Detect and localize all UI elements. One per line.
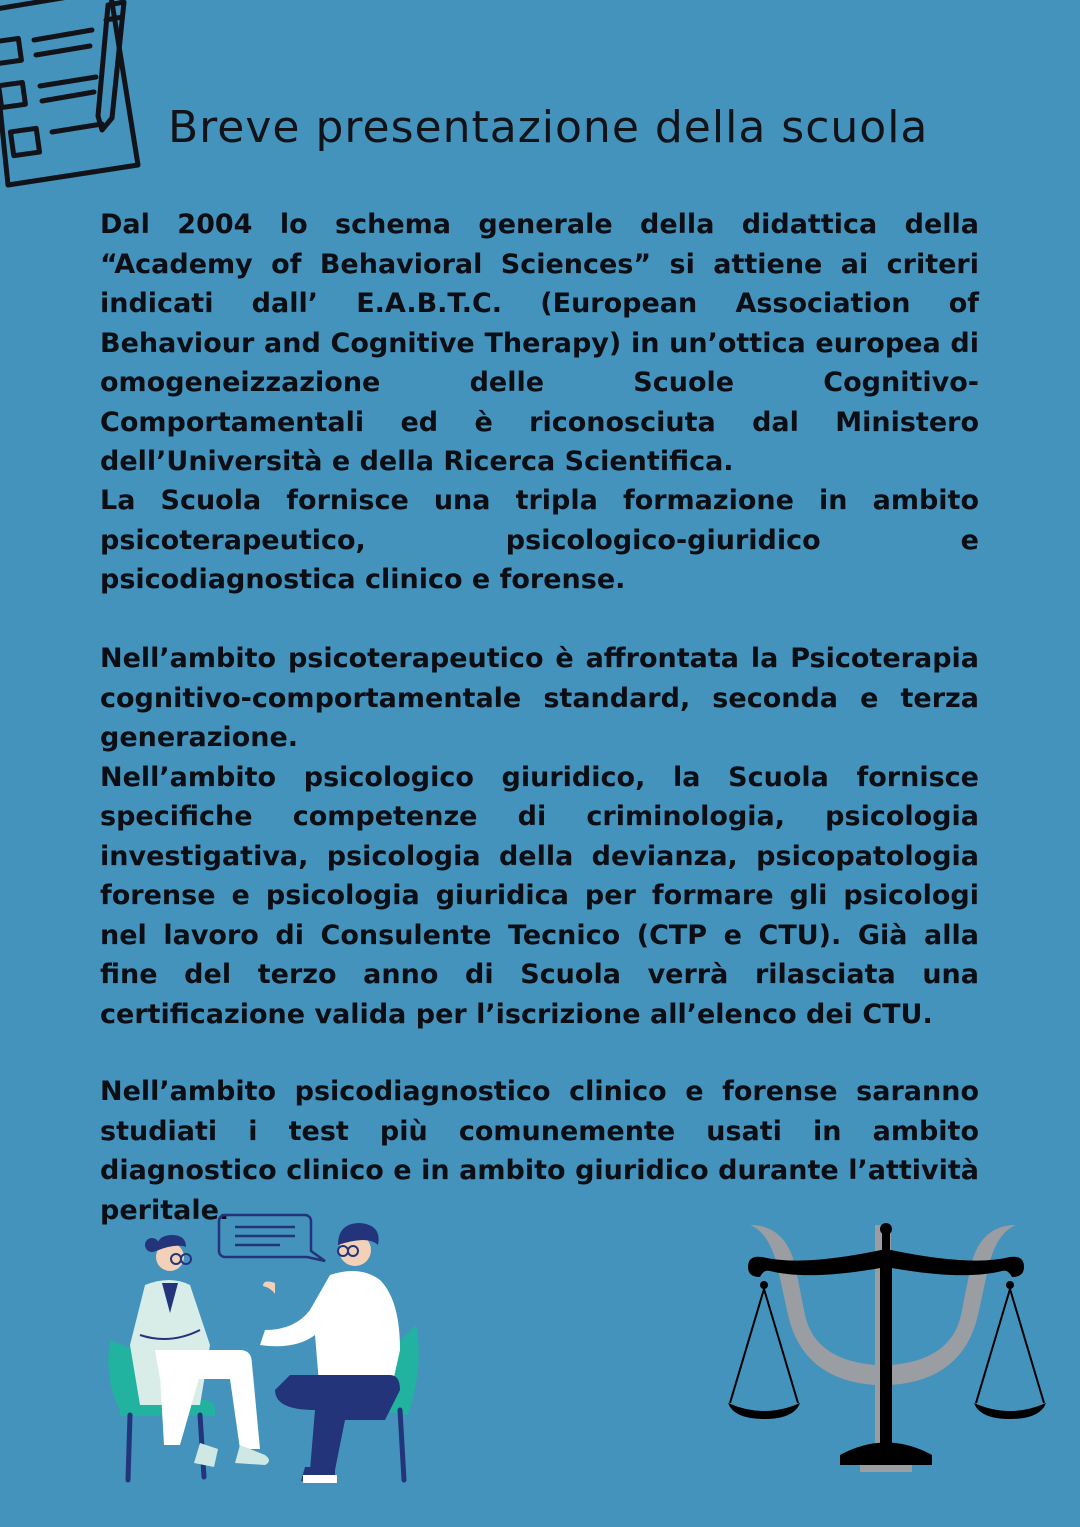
paragraph-intro: Dal 2004 lo schema generale della didattica della “Academy of Behavioral Sciences” si attiene ai criteri indicati dall’ E.A.B.T.C. (European Association of Behaviour and Cognitive Therapy) in un’ottica europea di omogeneizzazione delle Scuole Cognitivo-Comportamentali ed è riconosciuta dal Ministero dell’Università e della Ricerca Scientifica. xyxy=(100,209,979,477)
checklist-icon xyxy=(0,0,150,200)
page-title: Breve presentazione della scuola xyxy=(168,102,929,153)
psi-scales-of-justice-icon xyxy=(720,1215,1055,1480)
paragraph-psychodiagnostics: Nell’ambito psicodiagnostico clinico e forense saranno studiati i test più comunemente usati in ambito diagnostico clinico e in ambito giuridico durante l’attività peritale. xyxy=(100,1076,979,1226)
psychologists-conversation-icon xyxy=(100,1205,430,1495)
paragraph-group-psychotherapy-legal xyxy=(100,639,979,1034)
paragraph-psychotherapy: Nell’ambito psicoterapeutico è affrontata la Psicoterapia cognitivo-comportamentale standard, seconda e terza generazione. xyxy=(100,643,979,753)
paragraph-legal-psychology: Nell’ambito psicologico giuridico, la Scuola fornisce specifiche competenze di criminologia, psicologia investigativa, psicologia della devianza, psicopatologia forense e psicologia giuridica per formare gli psicologi nel lavoro di Consulente Tecnico (CTP e CTU). Già alla fine del terzo anno di Scuola verrà rilasciata una certificazione valida per l’iscrizione all’elenco dei CTU. xyxy=(100,761,979,1030)
paragraph-training: La Scuola fornisce una tripla formazione in ambito psicoterapeutico, psicologico-giuridico e psicodiagnostica clinico e forense. xyxy=(100,485,979,595)
